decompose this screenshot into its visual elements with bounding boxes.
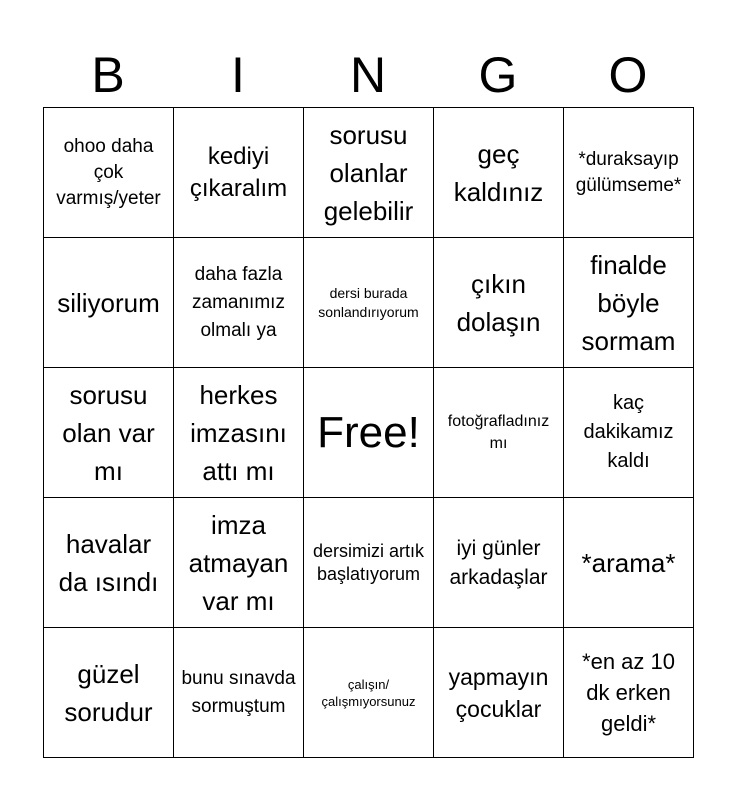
cell-text: fotoğrafladınız mı	[447, 412, 550, 452]
bingo-cell-r4c3[interactable]	[304, 498, 434, 628]
cell-text: *arama*	[581, 547, 676, 578]
header-letter-n: N	[349, 47, 387, 103]
bingo-cell-r1c1[interactable]	[44, 108, 174, 238]
cell-text: herkes imzasını attı mı	[190, 379, 287, 486]
bingo-cell-r5c2[interactable]	[174, 628, 304, 758]
bingo-board	[43, 107, 694, 758]
bingo-cell-r4c1[interactable]	[44, 498, 174, 628]
bingo-cell-r1c4[interactable]	[434, 108, 564, 238]
bingo-cell-r3c5[interactable]	[564, 368, 694, 498]
bingo-cell-r2c5[interactable]	[564, 238, 694, 368]
cell-text: iyi günler arkadaşlar	[449, 536, 548, 589]
cell-text: ohoo daha çok varmış/yeter	[56, 135, 161, 209]
bingo-cell-r2c1[interactable]	[44, 238, 174, 368]
free-space-text: Free!	[317, 407, 420, 457]
cell-text: çıkın dolaşın	[456, 268, 541, 337]
bingo-cell-free[interactable]	[304, 368, 434, 498]
header-letter-i: I	[231, 47, 245, 103]
bingo-cell-r4c2[interactable]	[174, 498, 304, 628]
bingo-cell-r2c4[interactable]	[434, 238, 564, 368]
bingo-cell-r4c4[interactable]	[434, 498, 564, 628]
cell-text: yapmayın çocuklar	[448, 663, 549, 722]
cell-text: dersi burada sonlandırıyorum	[318, 284, 419, 320]
cell-text: imza atmayan var mı	[188, 509, 289, 616]
bingo-cell-r2c2[interactable]	[174, 238, 304, 368]
bingo-cell-r5c3[interactable]	[304, 628, 434, 758]
cell-text: siliyorum	[57, 287, 160, 318]
bingo-cell-r3c4[interactable]	[434, 368, 564, 498]
bingo-cell-r5c1[interactable]	[44, 628, 174, 758]
bingo-cell-r3c2[interactable]	[174, 368, 304, 498]
bingo-cell-r5c4[interactable]	[434, 628, 564, 758]
cell-text: havalar da ısındı	[58, 528, 159, 597]
cell-text: sorusu olanlar gelebilir	[323, 119, 414, 226]
cell-text: geç kaldınız	[453, 138, 544, 207]
cell-text: daha fazla zamanımız olmalı ya	[192, 263, 285, 341]
cell-text: çalışın/ çalışmıyorsunuz	[321, 676, 416, 709]
cell-text: bunu sınavda sormuştum	[181, 667, 296, 717]
cell-text: güzel sorudur	[64, 658, 153, 727]
cell-text: *en az 10 dk erken geldi*	[582, 649, 675, 736]
bingo-cell-r3c1[interactable]	[44, 368, 174, 498]
bingo-cell-r1c2[interactable]	[174, 108, 304, 238]
bingo-cell-r2c3[interactable]	[304, 238, 434, 368]
cell-text: finalde böyle sormam	[581, 249, 676, 356]
header-letter-g: G	[478, 47, 518, 103]
bingo-cell-r1c3[interactable]	[304, 108, 434, 238]
cell-text: kediyi çıkaralım	[189, 142, 288, 202]
bingo-cell-r4c5[interactable]	[564, 498, 694, 628]
cell-text: *duraksayıp gülümseme*	[575, 148, 682, 196]
header-letter-b: B	[91, 47, 125, 103]
bingo-cell-r1c5[interactable]	[564, 108, 694, 238]
cell-text: dersimizi artık başlatıyorum	[312, 540, 424, 584]
cell-text: sorusu olan var mı	[62, 379, 155, 486]
bingo-header	[43, 42, 693, 108]
bingo-cell-r5c5[interactable]	[564, 628, 694, 758]
header-letter-o: O	[608, 47, 648, 103]
cell-text: kaç dakikamız kaldı	[583, 392, 674, 472]
